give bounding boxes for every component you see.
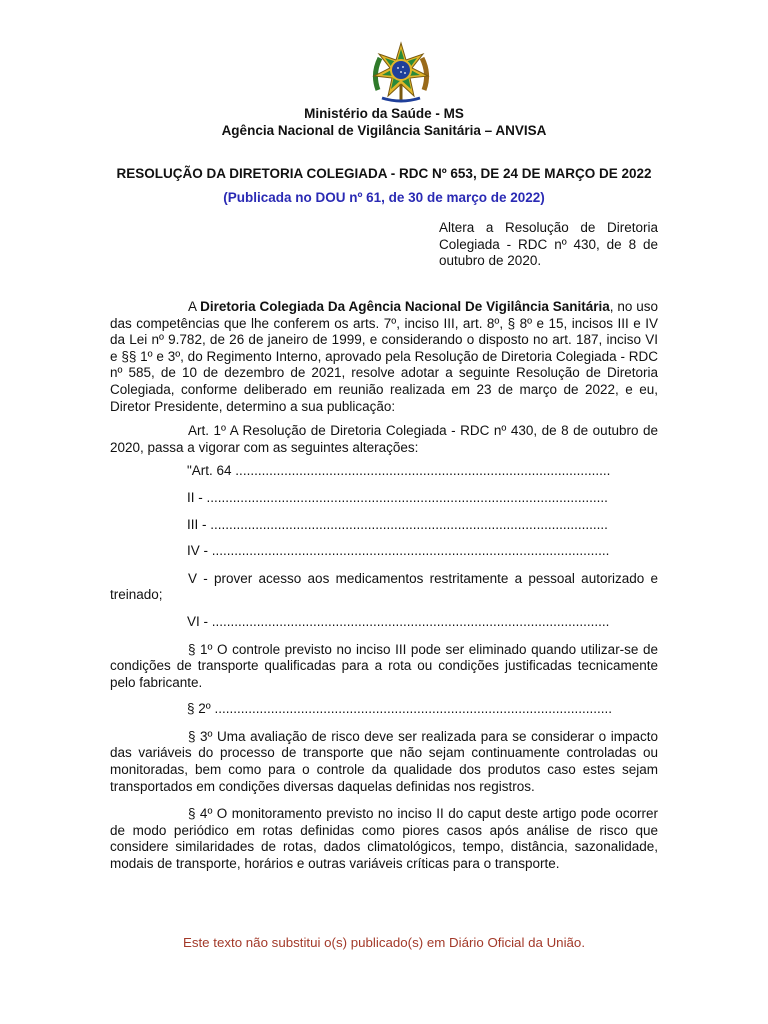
brazil-coat-of-arms-icon <box>368 40 434 106</box>
publication-note: (Publicada no DOU nº 61, de 30 de março de 2022) <box>223 190 545 205</box>
inciso-4-line: IV - .......................................................................................................... <box>187 543 610 559</box>
ministry-name: Ministério da Saúde - MS <box>304 106 464 121</box>
preamble-paragraph <box>110 299 658 415</box>
inciso-3-line: III - .......................................................................................................... <box>187 516 608 532</box>
document-body <box>110 299 658 873</box>
ementa: Altera a Resolução de Diretoria Colegiada - RDC nº 430, de 8 de outubro de 2020. <box>439 220 658 269</box>
paragraph-4: § 4º O monitoramento previsto no inciso II do caput deste artigo pode ocorrer de modo periódico em rotas definidas como piores casos após análise de risco que considere similaridades de rotas, dados climatológicos, tempo, distância, sazonalidade, modais de transporte, horários e outras variáveis críticas para o transporte. <box>110 806 658 872</box>
paragraph-3: § 3º Uma avaliação de risco deve ser realizada para se considerar o impacto das variáveis do processo de transporte que não sejam continuamente controladas ou monitoradas, bem como para o controle da qualidade dos produtos caso estes sejam transportados em condições diversas daquelas definidas nos registros. <box>110 728 658 794</box>
preamble-bold: Diretoria Colegiada Da Agência Nacional De Vigilância Sanitária <box>200 299 610 314</box>
resolution-title: RESOLUÇÃO DA DIRETORIA COLEGIADA - RDC Nº 653, DE 24 DE MARÇO DE 2022 <box>116 166 652 181</box>
paragraph-1: § 1º O controle previsto no inciso III pode ser eliminado quando utilizar-se de condições de transporte qualificadas para a rota ou condições justificadas tecnicamente pelo fabricante. <box>110 641 658 690</box>
inciso-5: V - prover acesso aos medicamentos restritamente a pessoal autorizado e treinado; <box>110 570 658 603</box>
inciso-6-line: VI - .......................................................................................................... <box>187 613 610 629</box>
paragraph-2-line: § 2º .......................................................................................................... <box>187 701 613 717</box>
disclaimer-footer: Este texto não substitui o(s) publicado(s) em Diário Oficial da União. <box>182 935 586 950</box>
inciso-2-line: II - ........................................................................................................... <box>187 489 608 505</box>
preamble-lead: A <box>188 299 201 314</box>
article-64-line: "Art. 64 .................................................................................................... <box>187 463 611 479</box>
article-1: Art. 1º A Resolução de Diretoria Colegiada - RDC nº 430, de 8 de outubro de 2020, passa a vigorar com as seguintes alterações: <box>110 423 658 455</box>
preamble-text: , no uso das competências que lhe conferem os arts. 7º, inciso III, art. 8º, § 8º e 15, incisos III e IV da Lei nº 9.782, de 26 de janeiro de 1999, e considerando o disposto no art. 187, inciso VI e §§ 1º e 3º, do Regimento Interno, aprovado pela Resolução de Diretoria Colegiada - RDC nº 585, de 10 de dezembro de 2021, resolve adotar a seguinte Resolução de Diretoria Colegiada, conforme deliberado em reunião realizada em 23 de março de 2022, e eu, Diretor Presidente, determino a sua publicação: <box>110 299 658 414</box>
agency-name: Agência Nacional de Vigilância Sanitária – ANVISA <box>221 123 547 138</box>
